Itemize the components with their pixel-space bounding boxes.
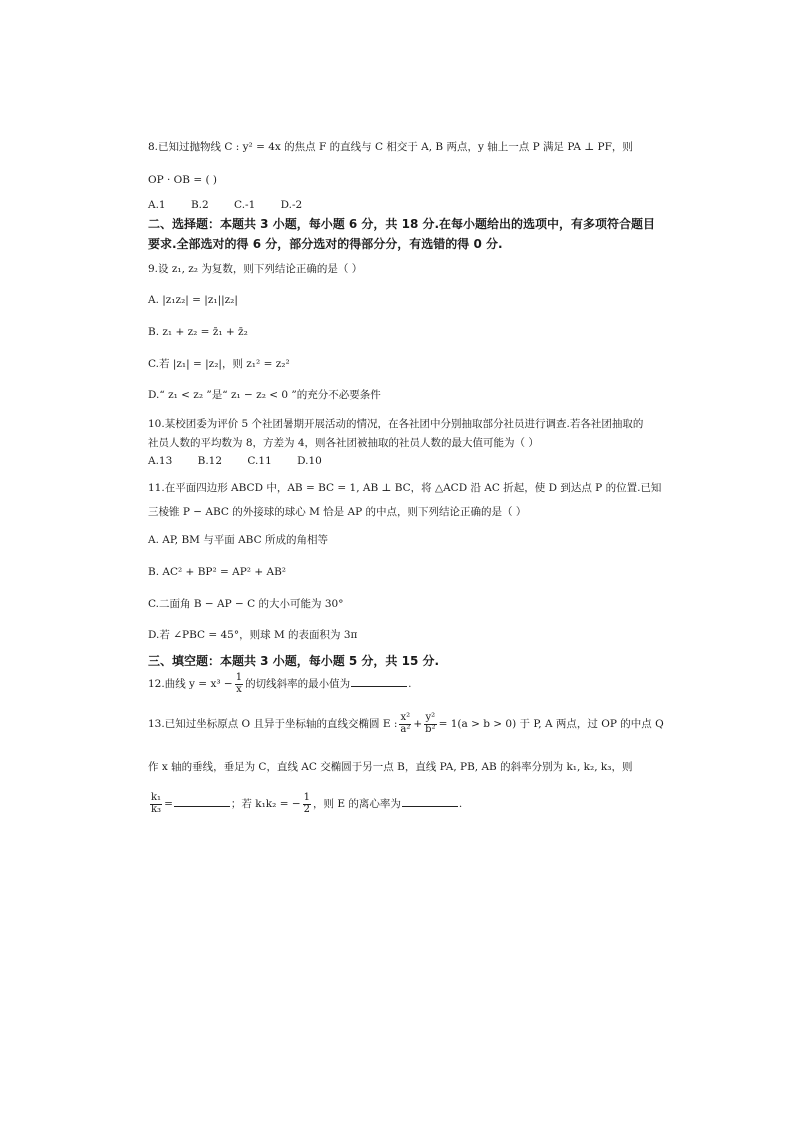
q12-answer-blank[interactable] xyxy=(351,676,407,687)
q9-option-d: D.“ z₁ < z₂ ”是“ z₁ − z₂ < 0 ”的充分不必要条件 xyxy=(148,389,381,401)
q13-answer-blank-1[interactable] xyxy=(174,796,230,807)
q8-stem-line1: 8.已知过抛物线 C : y² = 4x 的焦点 F 的直线与 C 相交于 A, B 两点，y 轴上一点 P 满足 PA ⊥ PF，则 xyxy=(148,141,633,153)
q13-mid: ；若 k₁k₂ = − xyxy=(230,798,301,810)
q11-option-a: A. AP, BM 与平面 ABC 所成的角相等 xyxy=(148,534,328,546)
q13-line1-suffix: = 1(a > b > 0) 于 P, A 两点，过 OP 的中点 Q xyxy=(438,718,664,730)
q13-stem-line1 xyxy=(148,713,664,735)
q13-eq: = xyxy=(164,798,173,810)
q13-frac4-den: 2 xyxy=(303,803,311,815)
q8-option-d: D.-2 xyxy=(280,199,303,211)
q12-frac-num: 1 xyxy=(235,672,243,683)
q10-option-b: B.12 xyxy=(197,455,223,467)
q9-stem: 9.设 z₁, z₂ 为复数，则下列结论正确的是（ ） xyxy=(148,263,363,275)
q10-option-d: D.10 xyxy=(297,455,322,467)
q9-option-b: B. z₁ + z₂ = z̄₁ + z̄₂ xyxy=(148,326,248,338)
q13-answer-blank-2[interactable] xyxy=(402,796,458,807)
q13-fraction-half xyxy=(303,793,311,815)
section2-heading-line2: 要求.全部选对的得 6 分，部分选对的得部分分，有选错的得 0 分. xyxy=(148,237,503,251)
q11-stem-line1: 11.在平面四边形 ABCD 中，AB = BC = 1, AB ⊥ BC，将 △ACD 沿 AC 折起，使 D 到达点 P 的位置.已知 xyxy=(148,482,662,494)
q12-suffix: 的切线斜率的最小值为 xyxy=(245,678,351,690)
q10-stem-line1: 10.某校团委为评价 5 个社团暑期开展活动的情况，在各社团中分别抽取部分社员进行调查.若各社团抽取的 xyxy=(148,418,644,430)
q11-stem-line2: 三棱锥 P − ABC 的外接球的球心 M 恰是 AP 的中点，则下列结论正确的是（ ） xyxy=(148,506,527,518)
q13-tail: ，则 E 的离心率为 xyxy=(313,798,401,810)
q13-stem-line3: $\frac{\text{k₁}}{\text{k₃}}$ = ；若 k₁k₂ = − $\frac{1}{2}$ ，则 E 的离心率为 . xyxy=(151,792,463,815)
q13-fraction-x xyxy=(399,713,411,735)
q10-stem-line2: 社员人数的平均数为 8，方差为 4，则各社团被抽取的社员人数的最大值可能为（ ） xyxy=(148,437,539,449)
q9-option-a: A. |z₁z₂| = |z₁||z₂| xyxy=(148,294,238,306)
q13-frac2-den: b² xyxy=(425,723,436,735)
q13-frac4-num: 1 xyxy=(303,792,311,803)
q10-options xyxy=(148,455,344,468)
q12-stem: 12.曲线 y = x³ − $\frac{1}{x}$ 的切线斜率的最小值为 . xyxy=(148,672,412,695)
q9-option-c: C.若 |z₁| = |z₂|，则 z₁² = z₂² xyxy=(148,358,290,370)
q10-option-a: A.13 xyxy=(148,455,173,467)
q13-stem-line2: 作 x 轴的垂线，垂足为 C，直线 AC 交椭圆于另一点 B，直线 PA, PB, AB 的斜率分别为 k₁, k₂, k₃，则 xyxy=(148,761,633,773)
q11-option-c: C.二面角 B − AP − C 的大小可能为 30° xyxy=(148,598,344,610)
q12-fraction xyxy=(235,673,243,695)
q8-expression: OP · OB = ( ) xyxy=(148,174,218,186)
q13-frac2-num: y² xyxy=(425,712,436,723)
q13-frac3-num: k₁ xyxy=(151,792,162,803)
q13-line1-prefix: 13.已知过坐标原点 O 且异于坐标轴的直线交椭圆 E : xyxy=(148,718,398,730)
q8-options xyxy=(148,199,324,212)
q11-option-d: D.若 ∠PBC = 45°，则球 M 的表面积为 3π xyxy=(148,629,358,641)
q13-fraction-y xyxy=(424,713,436,735)
q13-frac3-den: k₃ xyxy=(151,803,162,815)
q8-option-c: C.-1 xyxy=(234,199,256,211)
q10-option-c: C.11 xyxy=(247,455,272,467)
q13-frac1-num: x² xyxy=(400,712,411,723)
q13-plus: + xyxy=(413,718,423,730)
q8-stem-line2 xyxy=(148,174,217,187)
section3-heading: 三、填空题：本题共 3 小题，每小题 5 分，共 15 分. xyxy=(148,654,440,668)
q12-prefix: 12.曲线 y = x³ − xyxy=(148,678,233,690)
q11-option-b: B. AC² + BP² = AP² + AB² xyxy=(148,566,286,578)
q13-frac1-den: a² xyxy=(400,723,411,735)
section2-heading-line1: 二、选择题：本题共 3 小题，每小题 6 分，共 18 分.在每小题给出的选项中，有多项符合题目 xyxy=(148,217,656,231)
q8-option-a: A.1 xyxy=(148,199,166,211)
q12-frac-den: x xyxy=(236,683,242,695)
q8-option-b: B.2 xyxy=(190,199,209,211)
q13-fraction-k xyxy=(150,793,162,815)
